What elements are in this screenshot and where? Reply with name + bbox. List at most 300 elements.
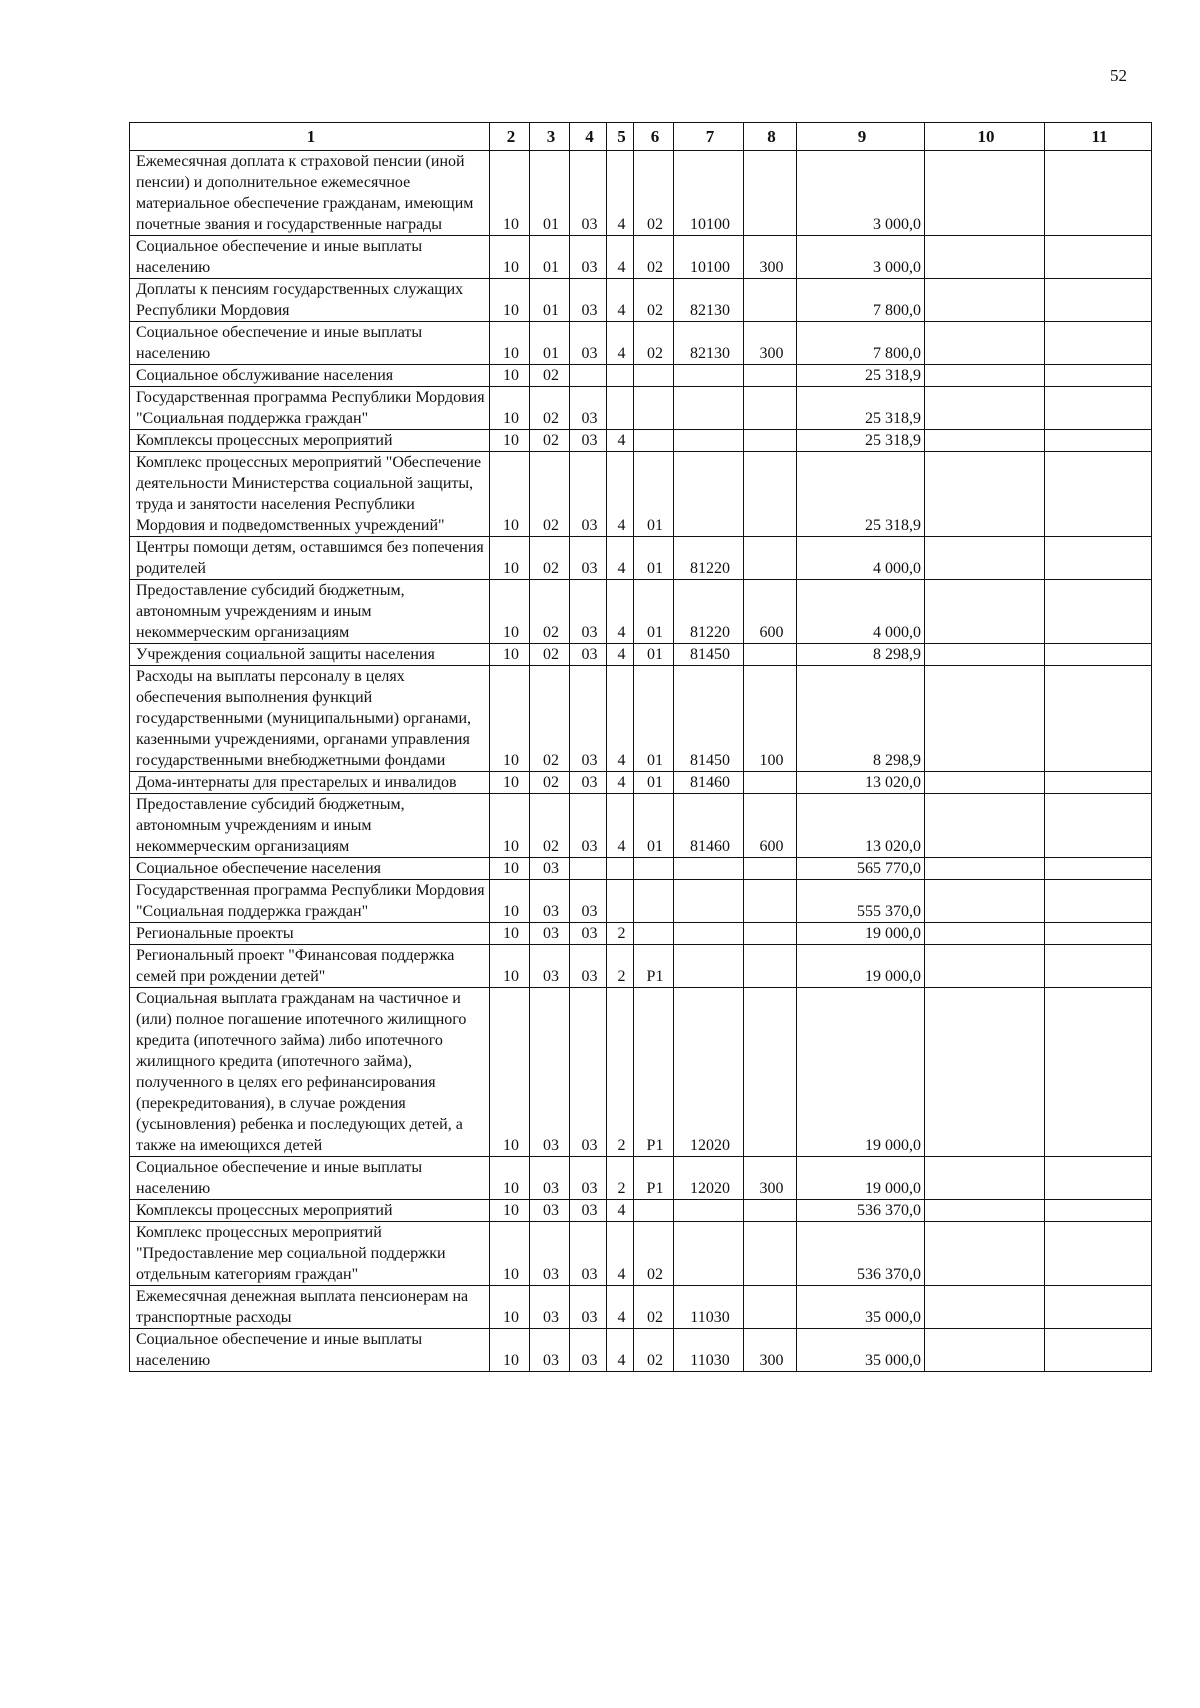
row-name-cell: Предоставление субсидий бюджетным, автономным учреждениям и иным некоммерческим организациям: [130, 580, 490, 644]
row-name-cell: Региональный проект "Финансовая поддержка семей при рождении детей": [130, 945, 490, 988]
code-cell-c4: 03: [570, 236, 607, 279]
code-cell-c7: [674, 387, 744, 430]
empty-cell-c11: [1045, 1329, 1152, 1372]
code-cell-c4: 03: [570, 537, 607, 580]
empty-cell-c10: [925, 1222, 1045, 1286]
page-number: 52: [1110, 66, 1127, 85]
code-cell-c2: 10: [490, 365, 530, 387]
code-cell-c2: 10: [490, 1157, 530, 1200]
row-name-cell: Предоставление субсидий бюджетным, автономным учреждениям и иным некоммерческим организациям: [130, 794, 490, 858]
code-cell-c3: 02: [530, 387, 570, 430]
code-cell-c7: 11030: [674, 1286, 744, 1329]
code-cell-c5: 4: [607, 322, 634, 365]
code-cell-c7: [674, 923, 744, 945]
code-cell-c8: [744, 279, 797, 322]
code-cell-c3: 03: [530, 1157, 570, 1200]
code-cell-c3: 02: [530, 430, 570, 452]
code-cell-c2: 10: [490, 236, 530, 279]
empty-cell-c10: [925, 537, 1045, 580]
amount-cell: 25 318,9: [797, 365, 925, 387]
empty-cell-c11: [1045, 236, 1152, 279]
column-header-4: 4: [570, 123, 607, 151]
code-cell-c2: 10: [490, 1286, 530, 1329]
row-name-cell: Доплаты к пенсиям государственных служащих Республики Мордовия: [130, 279, 490, 322]
empty-cell-c10: [925, 1286, 1045, 1329]
code-cell-c4: [570, 365, 607, 387]
code-cell-c7: [674, 1200, 744, 1222]
empty-cell-c11: [1045, 772, 1152, 794]
code-cell-c6: 01: [634, 537, 674, 580]
row-name-cell: Учреждения социальной защиты населения: [130, 644, 490, 666]
table-row: [130, 772, 1152, 794]
empty-cell-c11: [1045, 644, 1152, 666]
code-cell-c3: 03: [530, 858, 570, 880]
empty-cell-c10: [925, 452, 1045, 537]
empty-cell-c11: [1045, 365, 1152, 387]
code-cell-c5: 4: [607, 1200, 634, 1222]
code-cell-c8: 300: [744, 1329, 797, 1372]
table-row: [130, 1157, 1152, 1200]
code-cell-c8: [744, 988, 797, 1157]
empty-cell-c11: [1045, 387, 1152, 430]
amount-cell: 4 000,0: [797, 537, 925, 580]
empty-cell-c10: [925, 151, 1045, 236]
code-cell-c5: 4: [607, 537, 634, 580]
amount-cell: 536 370,0: [797, 1222, 925, 1286]
row-name-cell: Социальное обеспечение и иные выплаты населению: [130, 1157, 490, 1200]
row-name-cell: Социальное обеспечение и иные выплаты населению: [130, 1329, 490, 1372]
code-cell-c8: [744, 365, 797, 387]
code-cell-c6: [634, 858, 674, 880]
code-cell-c8: [744, 945, 797, 988]
code-cell-c8: [744, 387, 797, 430]
empty-cell-c10: [925, 666, 1045, 772]
code-cell-c7: 81220: [674, 580, 744, 644]
empty-cell-c11: [1045, 279, 1152, 322]
table-row: [130, 537, 1152, 580]
row-name-cell: Центры помощи детям, оставшимся без попечения родителей: [130, 537, 490, 580]
code-cell-c6: 02: [634, 1222, 674, 1286]
column-header-2: 2: [490, 123, 530, 151]
code-cell-c8: [744, 151, 797, 236]
empty-cell-c11: [1045, 1200, 1152, 1222]
code-cell-c4: 03: [570, 945, 607, 988]
code-cell-c8: 300: [744, 1157, 797, 1200]
code-cell-c6: 01: [634, 452, 674, 537]
table-body: [130, 151, 1152, 1372]
code-cell-c4: 03: [570, 279, 607, 322]
empty-cell-c10: [925, 387, 1045, 430]
code-cell-c3: 02: [530, 537, 570, 580]
amount-cell: 35 000,0: [797, 1286, 925, 1329]
code-cell-c2: 10: [490, 644, 530, 666]
empty-cell-c10: [925, 430, 1045, 452]
table-row: [130, 988, 1152, 1157]
code-cell-c4: 03: [570, 1222, 607, 1286]
code-cell-c4: 03: [570, 988, 607, 1157]
code-cell-c2: 10: [490, 580, 530, 644]
empty-cell-c11: [1045, 666, 1152, 772]
code-cell-c5: 4: [607, 1329, 634, 1372]
code-cell-c7: 81450: [674, 666, 744, 772]
code-cell-c5: 2: [607, 988, 634, 1157]
table-row: [130, 387, 1152, 430]
empty-cell-c11: [1045, 1286, 1152, 1329]
code-cell-c5: 4: [607, 1222, 634, 1286]
empty-cell-c10: [925, 1157, 1045, 1200]
code-cell-c3: 02: [530, 580, 570, 644]
code-cell-c6: [634, 387, 674, 430]
code-cell-c7: [674, 880, 744, 923]
code-cell-c8: 600: [744, 580, 797, 644]
code-cell-c2: 10: [490, 858, 530, 880]
code-cell-c5: 4: [607, 279, 634, 322]
row-name-cell: Ежемесячная доплата к страховой пенсии (иной пенсии) и дополнительное ежемесячное материальное обеспечение гражданам, имеющим почетные звания и государственные награды: [130, 151, 490, 236]
row-name-cell: Комплексы процессных мероприятий: [130, 430, 490, 452]
amount-cell: 4 000,0: [797, 580, 925, 644]
amount-cell: 7 800,0: [797, 322, 925, 365]
code-cell-c2: 10: [490, 279, 530, 322]
code-cell-c8: [744, 923, 797, 945]
table-row: [130, 1286, 1152, 1329]
code-cell-c5: 2: [607, 923, 634, 945]
column-header-5: 5: [607, 123, 634, 151]
code-cell-c6: P1: [634, 1157, 674, 1200]
amount-cell: 19 000,0: [797, 945, 925, 988]
table-row: [130, 945, 1152, 988]
code-cell-c2: 10: [490, 666, 530, 772]
code-cell-c2: 10: [490, 880, 530, 923]
code-cell-c2: 10: [490, 452, 530, 537]
code-cell-c7: [674, 365, 744, 387]
empty-cell-c11: [1045, 537, 1152, 580]
code-cell-c8: 100: [744, 666, 797, 772]
empty-cell-c10: [925, 988, 1045, 1157]
table-row: [130, 365, 1152, 387]
code-cell-c2: 10: [490, 772, 530, 794]
amount-cell: 7 800,0: [797, 279, 925, 322]
empty-cell-c10: [925, 365, 1045, 387]
table-row: [130, 1200, 1152, 1222]
amount-cell: 25 318,9: [797, 452, 925, 537]
table-row: [130, 666, 1152, 772]
code-cell-c2: 10: [490, 537, 530, 580]
code-cell-c3: 03: [530, 1286, 570, 1329]
column-header-1: 1: [130, 123, 490, 151]
code-cell-c7: [674, 430, 744, 452]
code-cell-c6: 01: [634, 794, 674, 858]
empty-cell-c10: [925, 858, 1045, 880]
code-cell-c6: 02: [634, 236, 674, 279]
code-cell-c7: [674, 452, 744, 537]
code-cell-c6: 01: [634, 772, 674, 794]
code-cell-c5: 4: [607, 644, 634, 666]
table-row: [130, 580, 1152, 644]
code-cell-c4: 03: [570, 1200, 607, 1222]
row-name-cell: Социальное обеспечение и иные выплаты населению: [130, 322, 490, 365]
amount-cell: 8 298,9: [797, 666, 925, 772]
code-cell-c4: 03: [570, 1157, 607, 1200]
amount-cell: 13 020,0: [797, 794, 925, 858]
column-header-6: 6: [634, 123, 674, 151]
table-row: [130, 644, 1152, 666]
code-cell-c8: [744, 430, 797, 452]
column-header-7: 7: [674, 123, 744, 151]
code-cell-c7: 82130: [674, 322, 744, 365]
table-row: [130, 279, 1152, 322]
code-cell-c4: 03: [570, 580, 607, 644]
empty-cell-c10: [925, 279, 1045, 322]
code-cell-c3: 01: [530, 322, 570, 365]
code-cell-c8: [744, 880, 797, 923]
code-cell-c6: P1: [634, 988, 674, 1157]
code-cell-c3: 02: [530, 365, 570, 387]
code-cell-c7: [674, 858, 744, 880]
amount-cell: 536 370,0: [797, 1200, 925, 1222]
code-cell-c3: 03: [530, 1329, 570, 1372]
column-header-9: 9: [797, 123, 925, 151]
code-cell-c8: [744, 858, 797, 880]
empty-cell-c11: [1045, 1157, 1152, 1200]
code-cell-c4: 03: [570, 322, 607, 365]
empty-cell-c11: [1045, 1222, 1152, 1286]
amount-cell: 555 370,0: [797, 880, 925, 923]
row-name-cell: Комплекс процессных мероприятий "Предоставление мер социальной поддержки отдельным категориям граждан": [130, 1222, 490, 1286]
row-name-cell: Государственная программа Республики Мордовия "Социальная поддержка граждан": [130, 880, 490, 923]
empty-cell-c10: [925, 322, 1045, 365]
code-cell-c3: 03: [530, 988, 570, 1157]
code-cell-c6: P1: [634, 945, 674, 988]
code-cell-c4: [570, 858, 607, 880]
code-cell-c8: [744, 1222, 797, 1286]
row-name-cell: Социальное обеспечение населения: [130, 858, 490, 880]
code-cell-c8: [744, 537, 797, 580]
code-cell-c6: 02: [634, 1286, 674, 1329]
amount-cell: 8 298,9: [797, 644, 925, 666]
code-cell-c6: [634, 923, 674, 945]
amount-cell: 13 020,0: [797, 772, 925, 794]
code-cell-c6: [634, 880, 674, 923]
code-cell-c3: 03: [530, 945, 570, 988]
row-name-cell: Ежемесячная денежная выплата пенсионерам на транспортные расходы: [130, 1286, 490, 1329]
code-cell-c2: 10: [490, 387, 530, 430]
empty-cell-c10: [925, 772, 1045, 794]
empty-cell-c10: [925, 1200, 1045, 1222]
code-cell-c7: 10100: [674, 151, 744, 236]
code-cell-c3: 03: [530, 1222, 570, 1286]
code-cell-c6: 02: [634, 1329, 674, 1372]
code-cell-c5: 4: [607, 452, 634, 537]
empty-cell-c11: [1045, 794, 1152, 858]
code-cell-c8: 300: [744, 322, 797, 365]
code-cell-c7: [674, 945, 744, 988]
code-cell-c6: 02: [634, 279, 674, 322]
amount-cell: 565 770,0: [797, 858, 925, 880]
code-cell-c6: 01: [634, 666, 674, 772]
code-cell-c3: 01: [530, 151, 570, 236]
code-cell-c2: 10: [490, 322, 530, 365]
code-cell-c2: 10: [490, 1329, 530, 1372]
row-name-cell: Социальное обеспечение и иные выплаты населению: [130, 236, 490, 279]
code-cell-c4: 03: [570, 794, 607, 858]
code-cell-c2: 10: [490, 151, 530, 236]
code-cell-c4: 03: [570, 666, 607, 772]
code-cell-c2: 10: [490, 1222, 530, 1286]
code-cell-c5: 2: [607, 945, 634, 988]
row-name-cell: Комплексы процессных мероприятий: [130, 1200, 490, 1222]
code-cell-c6: 02: [634, 322, 674, 365]
amount-cell: 19 000,0: [797, 988, 925, 1157]
code-cell-c5: [607, 858, 634, 880]
empty-cell-c11: [1045, 580, 1152, 644]
code-cell-c7: 12020: [674, 1157, 744, 1200]
row-name-cell: Региональные проекты: [130, 923, 490, 945]
code-cell-c4: 03: [570, 1329, 607, 1372]
code-cell-c8: [744, 1286, 797, 1329]
table-row: [130, 452, 1152, 537]
amount-cell: 19 000,0: [797, 923, 925, 945]
amount-cell: 3 000,0: [797, 236, 925, 279]
code-cell-c5: 4: [607, 1286, 634, 1329]
code-cell-c3: 01: [530, 279, 570, 322]
code-cell-c6: 01: [634, 644, 674, 666]
code-cell-c2: 10: [490, 988, 530, 1157]
empty-cell-c10: [925, 1329, 1045, 1372]
code-cell-c2: 10: [490, 945, 530, 988]
empty-cell-c11: [1045, 923, 1152, 945]
code-cell-c2: 10: [490, 923, 530, 945]
code-cell-c7: 81460: [674, 772, 744, 794]
code-cell-c3: 03: [530, 923, 570, 945]
code-cell-c6: 01: [634, 580, 674, 644]
code-cell-c3: 02: [530, 452, 570, 537]
code-cell-c2: 10: [490, 430, 530, 452]
code-cell-c4: 03: [570, 644, 607, 666]
table-row: [130, 923, 1152, 945]
row-name-cell: Социальное обслуживание населения: [130, 365, 490, 387]
code-cell-c8: [744, 452, 797, 537]
code-cell-c6: [634, 1200, 674, 1222]
code-cell-c5: [607, 880, 634, 923]
code-cell-c6: [634, 430, 674, 452]
code-cell-c8: [744, 772, 797, 794]
code-cell-c5: 4: [607, 430, 634, 452]
row-name-cell: Государственная программа Республики Мордовия "Социальная поддержка граждан": [130, 387, 490, 430]
empty-cell-c11: [1045, 452, 1152, 537]
code-cell-c2: 10: [490, 1200, 530, 1222]
code-cell-c4: 03: [570, 1286, 607, 1329]
code-cell-c8: 600: [744, 794, 797, 858]
table-row: [130, 430, 1152, 452]
code-cell-c4: 03: [570, 387, 607, 430]
row-name-cell: Социальная выплата гражданам на частичное и (или) полное погашение ипотечного жилищного кредита (ипотечного займа) либо ипотечного жилищного кредита (ипотечного займа), полученного в целях его рефинансирования (перекредитования), в случае рождения (усыновления) ребенка и последующих детей, а также на имеющихся детей: [130, 988, 490, 1157]
code-cell-c3: 03: [530, 1200, 570, 1222]
column-header-10: 10: [925, 123, 1045, 151]
amount-cell: 3 000,0: [797, 151, 925, 236]
table-row: [130, 1329, 1152, 1372]
code-cell-c5: [607, 365, 634, 387]
code-cell-c5: 2: [607, 1157, 634, 1200]
table-row: [130, 151, 1152, 236]
code-cell-c5: 4: [607, 794, 634, 858]
empty-cell-c10: [925, 236, 1045, 279]
row-name-cell: Расходы на выплаты персоналу в целях обеспечения выполнения функций государственными (муниципальными) органами, казенными учреждениями, органами управления государственными внебюджетными фондами: [130, 666, 490, 772]
empty-cell-c11: [1045, 322, 1152, 365]
table-row: [130, 236, 1152, 279]
code-cell-c8: [744, 1200, 797, 1222]
code-cell-c4: 03: [570, 923, 607, 945]
empty-cell-c10: [925, 880, 1045, 923]
code-cell-c4: 03: [570, 430, 607, 452]
code-cell-c4: 03: [570, 151, 607, 236]
code-cell-c7: 10100: [674, 236, 744, 279]
table-row: [130, 1222, 1152, 1286]
code-cell-c2: 10: [490, 794, 530, 858]
code-cell-c7: 81460: [674, 794, 744, 858]
empty-cell-c10: [925, 580, 1045, 644]
code-cell-c3: 02: [530, 794, 570, 858]
empty-cell-c10: [925, 945, 1045, 988]
code-cell-c5: 4: [607, 151, 634, 236]
code-cell-c3: 01: [530, 236, 570, 279]
code-cell-c3: 02: [530, 644, 570, 666]
code-cell-c4: 03: [570, 772, 607, 794]
empty-cell-c11: [1045, 430, 1152, 452]
column-header-8: 8: [744, 123, 797, 151]
amount-cell: 35 000,0: [797, 1329, 925, 1372]
code-cell-c7: 11030: [674, 1329, 744, 1372]
code-cell-c5: 4: [607, 236, 634, 279]
column-header-11: 11: [1045, 123, 1152, 151]
code-cell-c8: 300: [744, 236, 797, 279]
row-name-cell: Дома-интернаты для престарелых и инвалидов: [130, 772, 490, 794]
code-cell-c7: 82130: [674, 279, 744, 322]
empty-cell-c10: [925, 644, 1045, 666]
code-cell-c4: 03: [570, 880, 607, 923]
table-row: [130, 880, 1152, 923]
amount-cell: 19 000,0: [797, 1157, 925, 1200]
code-cell-c7: [674, 1222, 744, 1286]
code-cell-c6: 02: [634, 151, 674, 236]
code-cell-c7: 81450: [674, 644, 744, 666]
table-row: [130, 322, 1152, 365]
code-cell-c7: 81220: [674, 537, 744, 580]
amount-cell: 25 318,9: [797, 387, 925, 430]
amount-cell: 25 318,9: [797, 430, 925, 452]
code-cell-c3: 02: [530, 772, 570, 794]
empty-cell-c10: [925, 794, 1045, 858]
code-cell-c5: 4: [607, 580, 634, 644]
code-cell-c5: [607, 387, 634, 430]
code-cell-c3: 02: [530, 666, 570, 772]
empty-cell-c11: [1045, 988, 1152, 1157]
code-cell-c8: [744, 644, 797, 666]
code-cell-c5: 4: [607, 772, 634, 794]
empty-cell-c11: [1045, 880, 1152, 923]
table-row: [130, 794, 1152, 858]
code-cell-c6: [634, 365, 674, 387]
table-row: [130, 858, 1152, 880]
table-header-row: [130, 123, 1152, 151]
empty-cell-c11: [1045, 858, 1152, 880]
row-name-cell: Комплекс процессных мероприятий "Обеспечение деятельности Министерства социальной защиты, труда и занятости населения Республики Мордовия и подведомственных учреждений": [130, 452, 490, 537]
code-cell-c7: 12020: [674, 988, 744, 1157]
empty-cell-c11: [1045, 945, 1152, 988]
code-cell-c5: 4: [607, 666, 634, 772]
column-header-3: 3: [530, 123, 570, 151]
empty-cell-c11: [1045, 151, 1152, 236]
empty-cell-c10: [925, 923, 1045, 945]
